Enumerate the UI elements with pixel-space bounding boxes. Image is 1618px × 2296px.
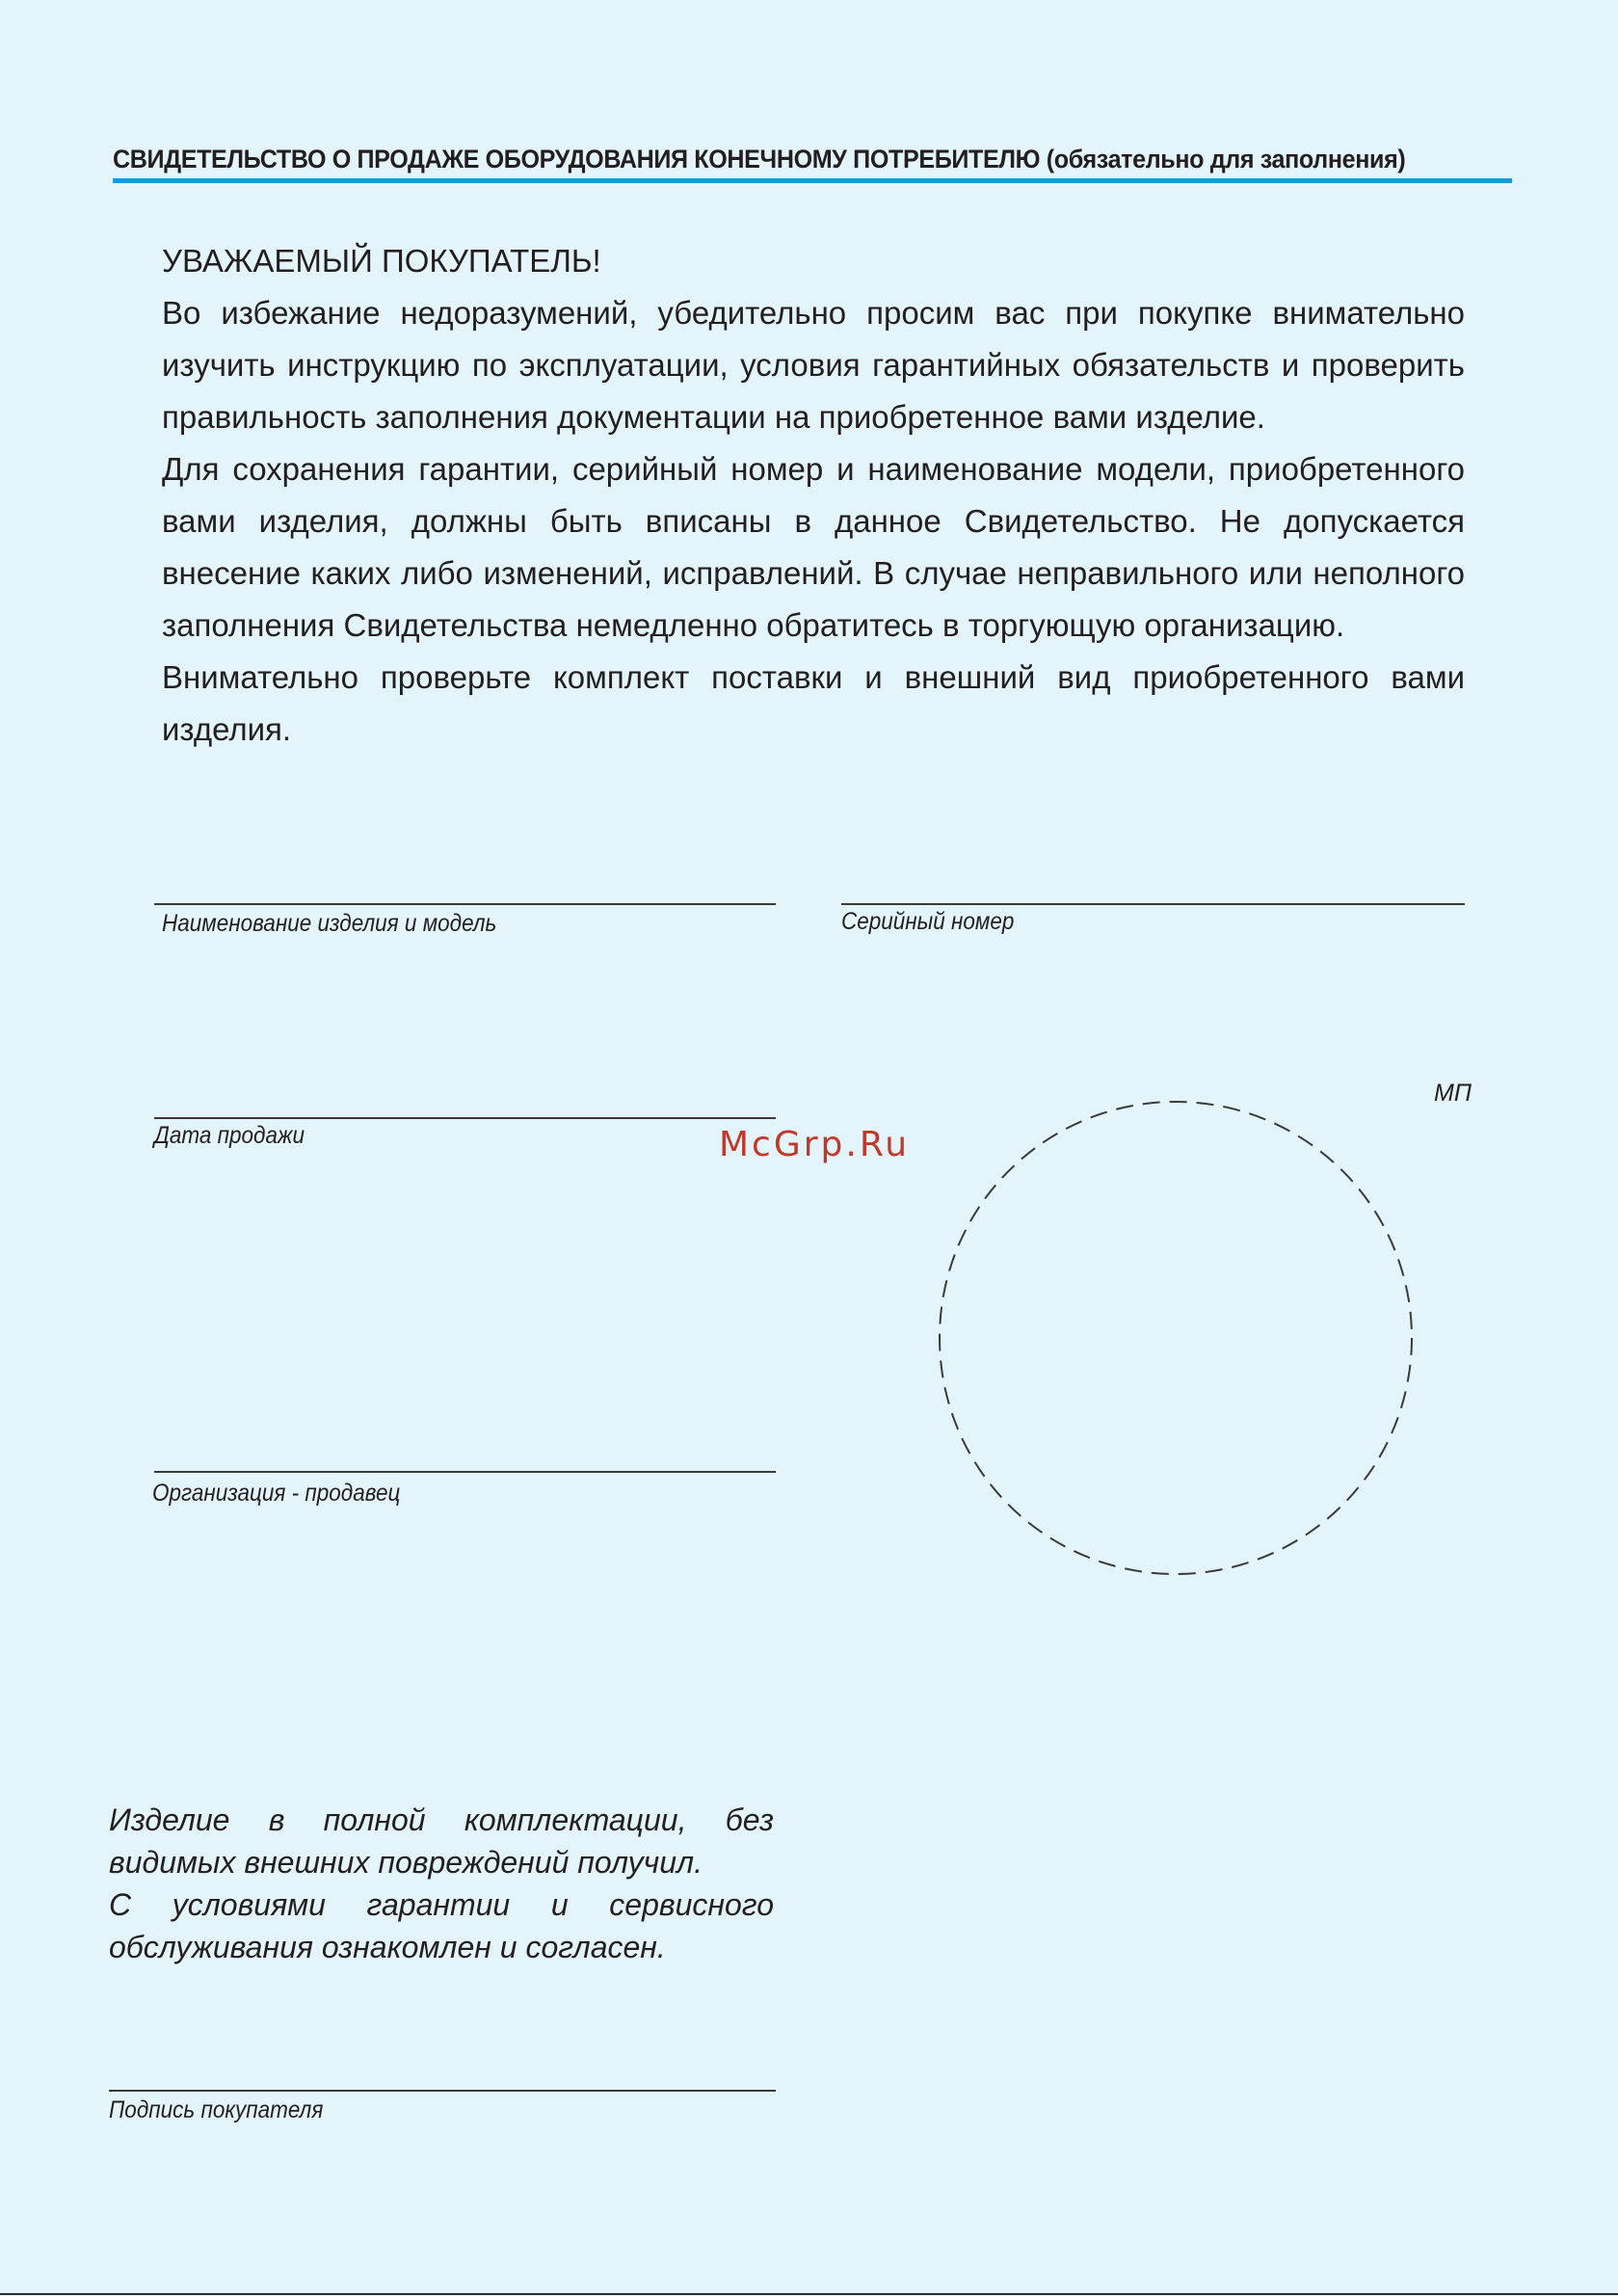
intro-greeting: УВАЖАЕМЫЙ ПОКУПАТЕЛЬ! <box>162 243 601 279</box>
title-underline <box>113 178 1512 183</box>
sale-date-label: Дата продажи <box>154 1122 305 1149</box>
buyer-signature-label: Подпись покупателя <box>109 2096 324 2123</box>
page-bottom-border <box>0 2293 1618 2295</box>
serial-number-line[interactable] <box>841 903 1465 905</box>
serial-number-label: Серийный номер <box>841 908 1015 935</box>
seller-org-line[interactable] <box>154 1471 776 1473</box>
intro-text-block <box>162 235 1465 756</box>
ack-line-2: видимых внешних повреждений получил. <box>109 1845 703 1880</box>
product-model-label: Наименование изделия и модель <box>162 910 497 937</box>
page-title: СВИДЕТЕЛЬСТВО О ПРОДАЖЕ ОБОРУДОВАНИЯ КОНЕЧНОМУ ПОТРЕБИТЕЛЮ (обязательно для заполнения) <box>113 145 1406 174</box>
product-model-line[interactable] <box>154 903 776 905</box>
stamp-label: МП <box>1434 1080 1472 1107</box>
stamp-circle-icon <box>935 1097 1417 1579</box>
intro-paragraph-1: Во избежание недоразумений, убедительно просим вас при покупке внимательно изучить инструкцию по эксплуатации, условия гарантийных обязательств и проверить правильность заполнения документации на приобретенное вами изделие. <box>162 295 1465 435</box>
intro-paragraph-3: Внимательно проверьте комплект поставки и внешний вид приобретенного вами изделия. <box>162 659 1465 747</box>
seller-org-label: Организация - продавец <box>152 1480 401 1507</box>
ack-line-4: обслуживания ознакомлен и согласен. <box>109 1930 666 1964</box>
sale-date-line[interactable] <box>154 1117 776 1119</box>
acknowledgement-block <box>109 1799 774 1968</box>
intro-paragraph-2: Для сохранения гарантии, серийный номер и наименование модели, приобретенного вами изделия, должны быть вписаны в данное Свидетельство. Не допускается внесение каких либо изменений, исправлений. В случае неправильного или неполного заполнения Свидетельства немедленно обратитесь в торгующую организацию. <box>162 451 1465 643</box>
buyer-signature-line[interactable] <box>109 2090 776 2092</box>
ack-line-3: С условиями гарантии и сервисного <box>109 1887 774 1922</box>
ack-line-1: Изделие в полной комплектации, без <box>109 1802 774 1837</box>
watermark: McGrp.Ru <box>719 1125 911 1164</box>
